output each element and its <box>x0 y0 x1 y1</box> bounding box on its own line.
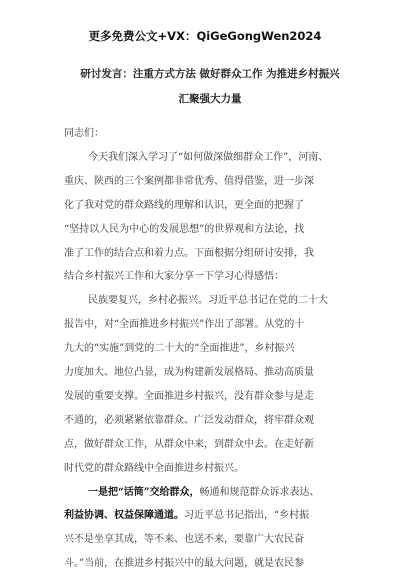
body-text-line <box>0 435 410 449</box>
body-text: 畅通和规范群众诉求表达、 <box>199 486 320 498</box>
body-text-line <box>0 530 410 544</box>
body-text-line <box>0 363 410 377</box>
body-text-line <box>0 291 410 305</box>
body-text-line <box>0 244 410 258</box>
body-text-line <box>0 196 410 210</box>
body-text: 九大的“实施”到党的二十大的“全面推进”，乡村振兴 <box>64 343 295 355</box>
body-text-line <box>0 483 410 497</box>
body-text-line <box>0 220 410 234</box>
body-text: 化了我对党的群众路线的理解和认识，更全面的把握了 <box>64 199 304 211</box>
body-text-line <box>0 267 410 281</box>
document-title-line-1: 研讨发言：注重方式方法 做好群众工作 为推进乡村振兴 <box>80 68 340 80</box>
body-text: 点，做好群众工作，从群众中来，到群众中去。在走好新 <box>64 438 314 450</box>
body-text-line <box>0 554 410 568</box>
body-text-line <box>0 506 410 520</box>
body-text-line <box>0 387 410 401</box>
bold-heading-text: 一是把“话筒”交给群众， <box>88 486 200 498</box>
document-title-line-2: 汇聚强大力量 <box>178 93 242 105</box>
body-text-line <box>0 411 410 425</box>
body-text: 发展的重要支撑。全面推进乡村振兴，没有群众参与是走 <box>64 390 314 402</box>
body-text: 同志们： <box>64 128 104 139</box>
body-text: 不通的，必须紧紧依靠群众、广泛发动群众，将牢群众观 <box>64 414 314 426</box>
body-text: 今天我们深入学习了“如何做深做细群众工作”，河南、 <box>88 151 329 163</box>
body-text: 斗。”当前，在推进乡村振兴中的最大问题，就是农民参 <box>64 558 305 570</box>
body-text: 民族要复兴，乡村必振兴。习近平总书记在党的二十大 <box>88 295 328 307</box>
bold-heading-text: 利益协调、权益保障通道。 <box>64 510 184 522</box>
body-text: “坚持以人民为中心的发展思想”的世界观和方法论，找 <box>64 223 305 235</box>
body-text-line <box>0 172 410 186</box>
body-text: 准了工作的结合点和着力点。下面根据分组研讨安排，我 <box>64 247 314 259</box>
body-text: 结合乡村振兴工作和大家分享一下学习心得感悟： <box>64 271 284 283</box>
body-text-line <box>0 124 410 138</box>
body-text-line <box>0 459 410 473</box>
body-text: 习近平总书记指出，“乡村振 <box>184 510 310 522</box>
body-text: 报告中，对“全面推进乡村振兴”作出了部署。从党的十 <box>64 319 305 331</box>
body-text-line <box>0 148 410 162</box>
body-text-line <box>0 339 410 353</box>
body-text-line <box>0 315 410 329</box>
promo-banner: 更多免费公文+VX：QiGeGongWen2024 <box>88 29 322 43</box>
body-text: 力度加大、地位凸显，成为构建新发展格局、推动高质量 <box>64 367 314 378</box>
body-text: 重庆、陕西的三个案例都非常优秀、值得借鉴，进一步深 <box>64 175 314 187</box>
body-text: 时代党的群众路线中全面推进乡村振兴。 <box>64 462 244 474</box>
body-text: 兴不是坐享其成，等不来、也送不来，要靠广大农民奋 <box>64 534 304 546</box>
